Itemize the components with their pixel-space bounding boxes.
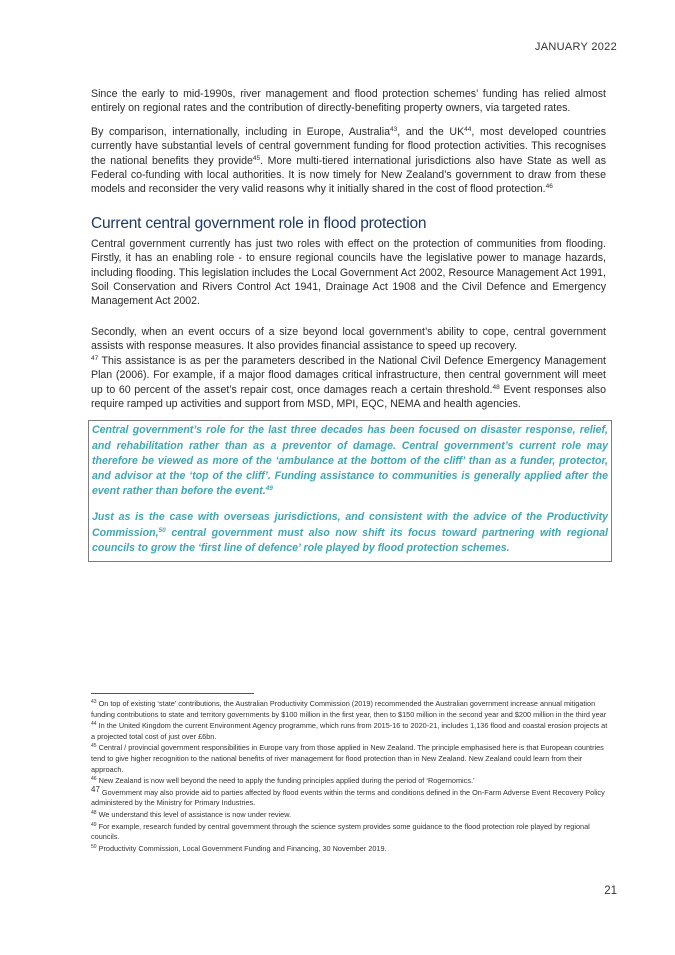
footnote-number: 49 (91, 821, 97, 828)
footnote-number: 44 (91, 721, 97, 728)
footnote-number: 46 (91, 776, 97, 783)
section-paragraph-1: Central government currently has just two roles with effect on the protection of communities from flooding. Firstly, it has an enabling role - to ensure regional councils have the legislative power to manage hazards, including flooding. This legislation includes the Local Government Act 2002, Resource Management Act 1991, Soil Conservation and Rivers Control Act 1941, Drainage Act 1908 and the Civil Defence and Emergency Management Act 2002. (91, 237, 606, 308)
footnote-text: For example, research funded by central government through the science system provides some guidance to the flood protection role played by regional councils. (91, 821, 590, 842)
page-number: 21 (604, 885, 617, 897)
footnote-49 (91, 822, 613, 843)
intro-paragraph-2 (91, 125, 606, 197)
footnote-ref-43[interactable]: 43 (390, 125, 398, 133)
footnote-number: 45 (91, 743, 97, 750)
footnote-text: New Zealand is now well beyond the need to apply the funding principles applied during the period of ‘Rogernomics.’ (96, 776, 475, 786)
text-run: , and the UK (397, 125, 465, 138)
footnote-45 (91, 743, 613, 775)
callout-paragraph-1 (92, 423, 608, 499)
footnote-text: We understand this level of assistance is now under review. (96, 809, 292, 819)
section-paragraph-2 (91, 325, 606, 411)
footnote-ref-46[interactable]: 46 (545, 183, 553, 191)
footnote-44 (91, 721, 613, 742)
footnote-47 (91, 784, 613, 809)
footnote-text: Government may also provide aid to parties affected by flood events within the terms and conditions defined in the On-Farm Adverse Event Recovery Policy administered by the Ministry for Primary Industries. (91, 787, 605, 808)
header-date: JANUARY 2022 (534, 41, 617, 53)
intro-paragraph-1: Since the early to mid-1990s, river management and flood protection schemes’ funding has relied almost entirely on regional rates and the contribution of directly-benefiting property owners, via targeted rates. (91, 88, 606, 115)
footnote-number: 48 (91, 809, 97, 816)
footnote-number: 43 (91, 699, 97, 705)
footnote-text: Productivity Commission, Local Government Funding and Financing, 30 November 2019. (96, 843, 387, 853)
footnote-number: 50 (91, 843, 97, 850)
text-run: central government must also now shift its focus toward partnering with regional councils to grow the ‘first line of defence’ role played by flood protection schemes. (92, 526, 608, 554)
text-run: , most developed countries currently have substantial levels of central government funding for flood protection activities. This recognises the national benefits they provide (91, 125, 606, 167)
footnote-ref-50[interactable]: 50 (158, 526, 166, 534)
callout-paragraph-2 (92, 510, 608, 556)
text-run: Secondly, when an event occurs of a size beyond local government’s ability to cope, central government assists with response measures. It also provides financial assistance to speed up recovery. (91, 325, 606, 353)
footnote-ref-48[interactable]: 48 (492, 383, 500, 391)
text-run: By comparison, internationally, including in Europe, Australia (91, 125, 391, 138)
footnote-ref-45[interactable]: 45 (252, 154, 261, 162)
footnote-46 (91, 776, 613, 787)
section-heading: Current central government role in flood protection (91, 214, 427, 232)
text-run: This assistance is as per the parameters described in the National Civil Defence Emergency Management Plan (2006). For example, if a major flood damages critical infrastructure, then central government will meet up to 60 percent of the asset’s repair cost, once damages reach a certain threshold. (91, 354, 606, 396)
footnote-50 (91, 844, 613, 855)
footnote-48 (91, 810, 613, 821)
footnote-ref-47[interactable]: 47 (91, 354, 99, 362)
footnote-number: 47 (91, 784, 100, 794)
footnote-text: In the United Kingdom the current Environment Agency programme, which runs from 2015-16 to 2020-21, includes 1,136 flood and coastal erosion projects at a projected total cost of just over £6bn. (91, 721, 608, 741)
footnotes (91, 699, 613, 855)
text-run: Central government’s role for the last three decades has been focused on disaster response, relief, and rehabilitation rather than as a preventor of damage. Central government’s current role may therefore be viewed as more of the ‘ambulance at the bottom of the cliff’ than as a funder, protector, and advisor at the ‘top of the cliff’. Funding assistance to communities is generally applied after the event rather than before the event. (92, 424, 608, 498)
footnote-ref-49[interactable]: 49 (265, 485, 273, 493)
footnote-text: On top of existing ‘state’ contributions, the Australian Productivity Commission (2019) recommended the Australian government increase annual mitigation funding contributions to state and territory governments by $100 million in the first year, then to $150 million in the second year and $200 million in the third year (91, 699, 607, 719)
text-run: Event responses also require ramped up activities and support from MSD, MPI, EQC, NEMA and health agencies. (91, 383, 606, 410)
text-run: . More multi-tiered international jurisdictions also have State as well as Federal co-funding with local authorities. It is now timely for New Zealand’s government to draw from these models and reconsider the very valid reasons why it initially shared in the cost of flood protection. (91, 154, 606, 196)
footnote-43 (91, 699, 613, 720)
footnote-text: Central / provincial government responsibilities in Europe vary from those applied in New Zealand. The principle emphasised here is that European countries tend to give higher recognition to the national benefits of river management for flood protection than in New Zealand. New Zealand could learn from their approach. (91, 743, 604, 774)
footnote-ref-44[interactable]: 44 (464, 125, 472, 133)
text-run: Just as is the case with overseas jurisdictions, and consistent with the advice of the Productivity Commission, (92, 511, 608, 539)
footnote-divider (91, 693, 254, 694)
main-content (91, 87, 606, 562)
callout-box (88, 420, 612, 562)
